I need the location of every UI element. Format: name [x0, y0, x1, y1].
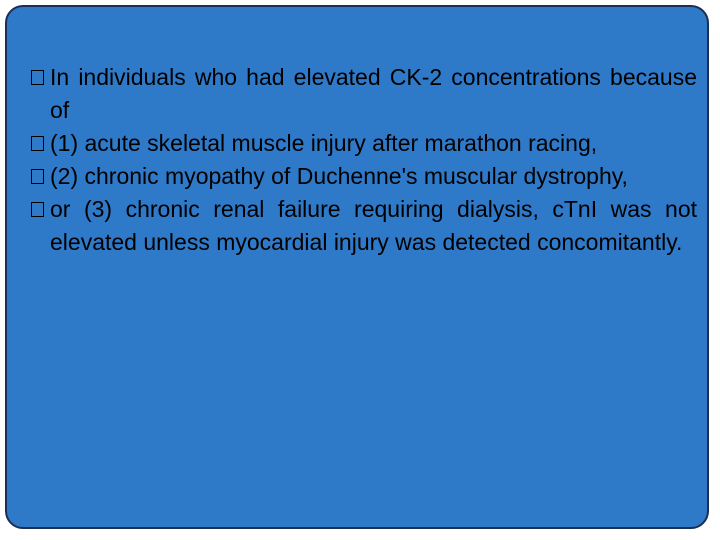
bullet-box-icon	[31, 70, 44, 85]
bullet-text-3: (2) chronic myopathy of Duchenne's muscular dystrophy,	[50, 163, 628, 189]
bullet-text-2: (1) acute skeletal muscle injury after marathon racing,	[50, 130, 598, 156]
bullet-item-3	[29, 160, 697, 193]
bullet-box-icon	[31, 202, 44, 217]
bullet-item-2	[29, 127, 697, 160]
slide-frame	[5, 5, 709, 529]
bullet-box-icon	[31, 169, 44, 184]
bullet-text-1: In individuals who had elevated CK-2 concentrations because of	[50, 64, 697, 123]
bullet-item-1	[29, 61, 697, 127]
bullet-item-4	[29, 193, 697, 259]
bullet-list	[29, 61, 697, 259]
bullet-text-4: or (3) chronic renal failure requiring dialysis, cTnI was not elevated unless myocardial injury was detected concomitantly.	[50, 196, 697, 255]
bullet-box-icon	[31, 136, 44, 151]
